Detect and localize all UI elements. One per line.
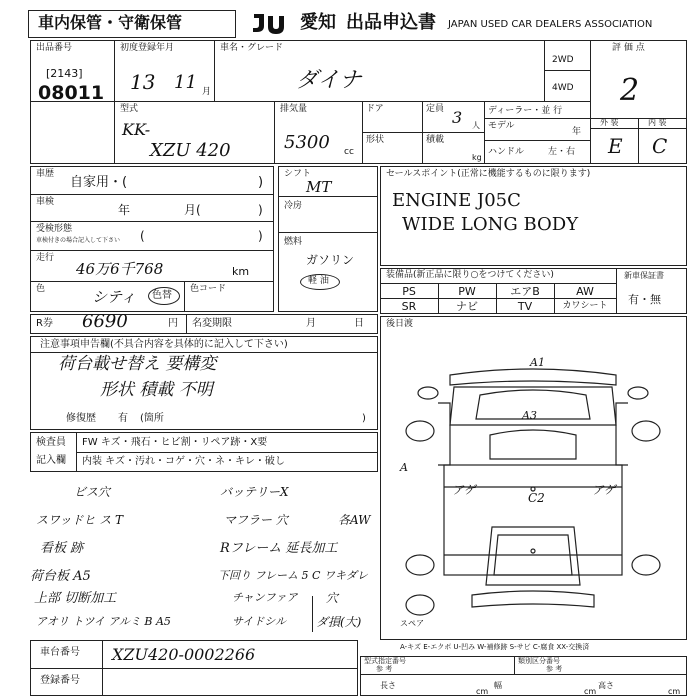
- equipment-ps: PS: [402, 285, 416, 298]
- remark-chamfer: チャンファア: [232, 591, 298, 604]
- mileage-label: 走行: [36, 253, 55, 263]
- org-title: 愛知: [300, 12, 336, 33]
- damage-legend: A-キズ E-エクボ U-凹み W-補修跡 S-サビ C-腐食 XX-交換済: [400, 643, 590, 651]
- cooler-label: 冷房: [284, 201, 303, 211]
- later-label: 後日渡: [386, 319, 414, 329]
- first-reg-month-unit: 月: [202, 87, 212, 97]
- recycle-unit: 円: [168, 318, 178, 329]
- category-label: 類別区分番号: [518, 657, 560, 665]
- model-year-label: モデル: [488, 121, 515, 131]
- color-value: シティ: [92, 288, 136, 306]
- equipment-label: 装備品(新正品に限り○をつけてください): [386, 270, 554, 280]
- shape-label: 形状: [366, 135, 385, 145]
- capacity-value: 3: [452, 108, 463, 127]
- remark-hole: 穴: [326, 591, 339, 605]
- deadline-label: 名変期限: [192, 318, 232, 329]
- warranty-label: 新車保証書: [624, 271, 664, 280]
- remark-bed-plate: 荷台板 A5: [30, 569, 91, 584]
- remark-studless: スワッドヒ ス T: [36, 513, 124, 527]
- first-reg-month: 11: [174, 72, 197, 93]
- accept-label: 受検形態: [36, 224, 73, 234]
- shift-value: MT: [306, 178, 332, 196]
- equipment-sr: SR: [401, 300, 417, 313]
- damage-mark-a: A: [400, 461, 408, 474]
- model-line1: KK-: [122, 120, 151, 139]
- dealer-label: ディーラー・並 行: [488, 106, 563, 116]
- length-unit: cm: [476, 687, 489, 696]
- displacement-value: 5300: [284, 132, 330, 153]
- recycle-value: 6690: [82, 311, 128, 332]
- displacement-unit: cc: [344, 147, 354, 157]
- interior-grade: C: [652, 134, 668, 158]
- remark-battery: バッテリーX: [220, 485, 289, 499]
- mileage-unit: km: [232, 265, 250, 278]
- notes-label: 注意事項申告欄(不具合内容を具体的に記入して下さい): [40, 339, 288, 350]
- model-year-unit: 年: [572, 127, 582, 137]
- remark-divider: [312, 596, 313, 632]
- interior-label: 内 装: [648, 118, 667, 127]
- remark-sign-mark: 看板 跡: [40, 541, 84, 556]
- spare-label: スペア: [400, 619, 424, 628]
- inspection-close: ): [258, 203, 263, 217]
- remark-damage: ダ損(大): [316, 615, 362, 629]
- repair-place: (箇所: [140, 413, 164, 424]
- selling-points-label: セールスポイント(正常に機能するものに限ります): [386, 169, 591, 179]
- remark-muffler: マフラー 穴: [224, 513, 288, 527]
- deadline-month: 月: [306, 318, 316, 329]
- notes-line2: 形状 積載 不明: [100, 380, 213, 400]
- load-unit: kg: [472, 153, 482, 162]
- deadline-day: 日: [354, 318, 364, 329]
- exterior-grade: E: [608, 134, 623, 158]
- storage-label: 車内保管・守衛保管: [38, 13, 183, 32]
- ju-logo: [250, 10, 300, 36]
- top-table: [30, 40, 687, 164]
- history-close: ): [258, 175, 264, 190]
- inspector-interior-row: 内装 キズ・汚れ・コゲ・穴・ネ・キレ・破し: [82, 456, 285, 467]
- remark-rear-frame: Rフレーム 延長加工: [220, 541, 338, 556]
- accept-note: 車検付きの場合記入して下さい: [36, 237, 121, 244]
- damage-mark-a3: A3: [522, 409, 537, 422]
- remark-aw: 各AW: [338, 513, 371, 527]
- score-label: 評 価 点: [612, 43, 645, 53]
- model-label: 型式: [120, 104, 139, 114]
- model-line2: XZU 420: [150, 140, 231, 161]
- repair-label: 修復歴: [66, 413, 96, 424]
- selling-points-line1: ENGINE J05C: [392, 190, 521, 211]
- width-label: 幅: [494, 681, 502, 690]
- remark-screw-hole: ビス穴: [74, 485, 111, 499]
- color-label: 色: [36, 284, 46, 294]
- color-change: 色替: [152, 290, 172, 301]
- name-grade-value: ダイナ: [296, 68, 362, 93]
- remark-upper-cut: 上部 切断加工: [34, 591, 117, 606]
- warranty-value: 有・無: [628, 293, 661, 306]
- equipment-navi: ナビ: [456, 300, 478, 313]
- fuel-label: 燃料: [284, 237, 303, 247]
- remark-tailgate: アオリ トツイ アルミ B A5: [36, 615, 171, 628]
- form-title: 出品申込書: [346, 12, 436, 33]
- door-label: ドア: [366, 104, 384, 114]
- equipment-tv: TV: [517, 300, 533, 313]
- equipment-leather: カワシート: [562, 301, 608, 311]
- exterior-label: 外 装: [600, 118, 619, 127]
- repair-value: 有: [118, 413, 128, 424]
- listing-number-label: 出品番号: [36, 43, 73, 53]
- fuel-diesel: 軽 油: [308, 276, 329, 286]
- type-spec-label: 型式指定番号: [364, 657, 406, 665]
- recycle-label: R券: [36, 318, 53, 329]
- handle-label: ハンドル: [488, 147, 525, 157]
- accept-open: (: [140, 229, 145, 243]
- listing-sub-number: [2143]: [46, 67, 83, 80]
- drive-4wd: 4WD: [552, 83, 574, 93]
- ref1: 参 考: [376, 665, 393, 673]
- inspector-fw-row: FW キズ・飛石・ヒビ割・リペア跡・X要: [82, 437, 268, 448]
- inspection-year: 年: [118, 203, 131, 217]
- score-value: 2: [620, 73, 640, 108]
- selling-points-line2: WIDE LONG BODY: [402, 214, 579, 235]
- displacement-label: 排気量: [280, 104, 308, 114]
- damage-mark-c2: C2: [528, 491, 545, 505]
- load-label: 積載: [426, 135, 445, 145]
- damage-mark-age-left: アゲ: [452, 483, 476, 497]
- chassis-value: XZU420-0002266: [112, 645, 256, 664]
- damage-mark-a1: A1: [530, 356, 545, 369]
- ref2: 参 考: [546, 665, 563, 673]
- first-reg-year: 13: [130, 70, 156, 94]
- handle-options: 左・右: [548, 147, 576, 157]
- shift-label: シフト: [284, 169, 312, 179]
- mileage-value: 46万6千768: [76, 260, 164, 278]
- inspector-label-1: 検査員: [36, 437, 66, 448]
- remark-side-sill: サイドシル: [232, 615, 286, 628]
- association-name: JAPAN USED CAR DEALERS ASSOCIATION: [448, 19, 653, 30]
- inspector-label-2: 記入欄: [36, 455, 66, 466]
- remark-under-frame: 下回り フレーム 5 C ワキダレ: [218, 569, 368, 582]
- first-reg-label: 初度登録年月: [120, 43, 175, 53]
- history-value: 自家用・(: [70, 175, 128, 190]
- capacity-label: 定員: [426, 104, 445, 114]
- history-label: 車歴: [36, 169, 55, 179]
- name-grade-label: 車名・グレード: [220, 43, 284, 53]
- width-unit: cm: [584, 687, 597, 696]
- repair-close: ): [362, 413, 366, 424]
- chassis-label: 車台番号: [40, 647, 80, 658]
- equipment-airbag: エアB: [510, 285, 540, 298]
- inspection-month: 月(: [184, 203, 201, 217]
- height-label: 高さ: [598, 681, 614, 690]
- listing-number: 08011: [38, 82, 105, 104]
- inspection-label: 車検: [36, 197, 55, 207]
- capacity-unit: 人: [472, 121, 480, 130]
- equipment-aw: AW: [576, 285, 594, 298]
- length-label: 長さ: [380, 681, 396, 690]
- height-unit: cm: [668, 687, 681, 696]
- fuel-value: ガソリン: [306, 253, 355, 267]
- accept-close: ): [258, 229, 263, 243]
- damage-mark-age-right: アゲ: [592, 483, 616, 497]
- drive-2wd: 2WD: [552, 55, 574, 65]
- color-code-label: 色コード: [190, 284, 227, 294]
- reg-label: 登録番号: [40, 675, 80, 686]
- equipment-pw: PW: [458, 285, 476, 298]
- notes-line1: 荷台載せ替え 要構変: [58, 354, 217, 374]
